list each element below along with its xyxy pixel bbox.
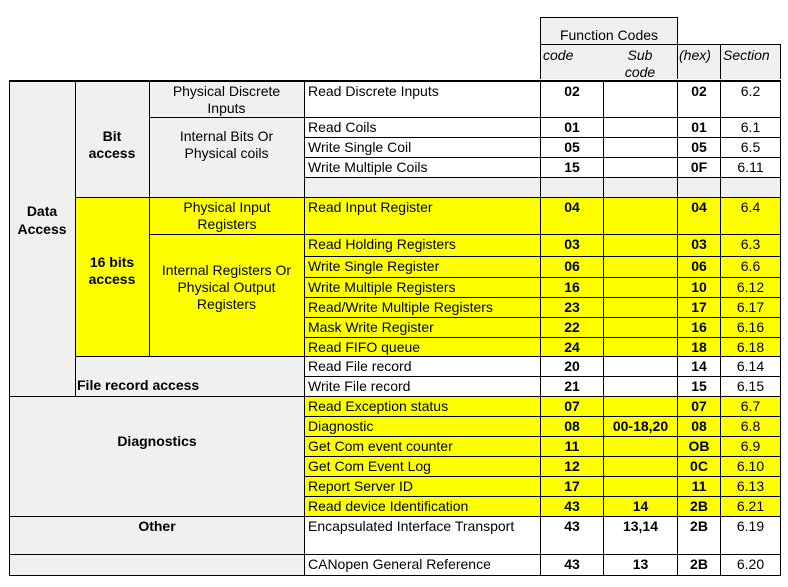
function-hex: 06 bbox=[691, 258, 707, 274]
function-name: Read FIFO queue bbox=[308, 339, 421, 355]
sub-physical-input-registers: Physical Input Registers bbox=[183, 199, 271, 232]
header-function-codes: Function Codes bbox=[559, 27, 659, 43]
grid-line bbox=[720, 44, 721, 79]
grid-line bbox=[75, 356, 781, 357]
function-name: Get Com Event Log bbox=[308, 458, 431, 474]
header-code: code bbox=[543, 47, 574, 63]
function-code: 22 bbox=[564, 319, 580, 335]
function-code: 03 bbox=[564, 236, 580, 252]
function-section: 6.12 bbox=[736, 279, 765, 295]
function-subcode: 00-18,20 bbox=[612, 418, 669, 434]
grid-line bbox=[304, 456, 781, 457]
function-hex: 14 bbox=[691, 358, 707, 374]
function-hex: 0F bbox=[690, 159, 708, 175]
grid-line bbox=[304, 436, 781, 437]
function-code: 43 bbox=[564, 556, 580, 572]
function-section: 6.21 bbox=[736, 498, 765, 514]
function-hex: 01 bbox=[691, 119, 707, 135]
grid-line bbox=[75, 197, 781, 198]
function-hex: 16 bbox=[691, 319, 707, 335]
function-code: 11 bbox=[564, 438, 580, 454]
function-code: 15 bbox=[564, 159, 580, 175]
grid-line bbox=[149, 234, 781, 235]
function-section: 6.11 bbox=[737, 159, 764, 175]
sub-internal-registers: Internal Registers Or Physical Output Registers bbox=[161, 262, 292, 312]
function-subcode: 13 bbox=[632, 556, 649, 572]
function-code: 06 bbox=[564, 258, 580, 274]
category-16-bits-access: 16 bits access bbox=[88, 254, 136, 287]
function-name: Read Coils bbox=[308, 119, 377, 135]
grid-line bbox=[304, 416, 781, 417]
header-sub-code: Sub code bbox=[624, 47, 656, 80]
function-name: Read File record bbox=[308, 358, 412, 374]
function-name: CANopen General Reference bbox=[308, 556, 491, 572]
function-code: 07 bbox=[564, 398, 580, 414]
function-name: Read device Identification bbox=[308, 498, 469, 514]
grid-line bbox=[304, 277, 781, 278]
grid-line bbox=[304, 256, 781, 257]
grid-line bbox=[304, 137, 781, 138]
function-section: 6.5 bbox=[740, 139, 761, 155]
function-code: 43 bbox=[564, 518, 580, 534]
sub-internal-bits: Internal Bits Or Physical coils bbox=[179, 128, 274, 161]
grid-line bbox=[75, 80, 76, 397]
data-access-fill bbox=[9, 82, 75, 397]
function-section: 6.17 bbox=[736, 299, 765, 315]
grid-line bbox=[304, 476, 781, 477]
function-name: Write Single Coil bbox=[308, 139, 412, 155]
function-subcode: 14 bbox=[632, 498, 649, 514]
grid-line bbox=[9, 554, 781, 555]
function-section: 6.1 bbox=[740, 119, 761, 135]
grid-line bbox=[304, 80, 305, 576]
grid-line bbox=[9, 80, 10, 576]
function-hex: 18 bbox=[691, 339, 707, 355]
function-hex: 10 bbox=[691, 279, 707, 295]
empty-row-fill bbox=[304, 177, 780, 198]
function-name: Read/Write Multiple Registers bbox=[308, 299, 493, 315]
function-name: Write File record bbox=[308, 378, 411, 394]
header-section: Section bbox=[723, 47, 770, 63]
grid-line bbox=[540, 17, 677, 18]
function-hex: 05 bbox=[691, 139, 707, 155]
grid-line bbox=[540, 44, 780, 45]
function-name: Read Input Register bbox=[308, 199, 433, 215]
function-hex: 04 bbox=[691, 199, 707, 215]
function-subcode: 13,14 bbox=[622, 518, 659, 534]
grid-line bbox=[149, 117, 781, 118]
grid-line bbox=[677, 17, 678, 79]
grid-line bbox=[149, 80, 150, 356]
grid-line bbox=[304, 376, 781, 377]
function-name: Mask Write Register bbox=[308, 319, 434, 335]
function-name: Encapsulated Interface Transport bbox=[308, 518, 515, 534]
function-name: Write Single Register bbox=[308, 258, 440, 274]
category-bit-access: Bit access bbox=[88, 128, 136, 161]
category-other: Other bbox=[138, 518, 176, 534]
function-code: 12 bbox=[564, 458, 580, 474]
function-code: 24 bbox=[564, 339, 580, 355]
function-section: 6.18 bbox=[736, 339, 765, 355]
grid-line bbox=[304, 317, 781, 318]
function-hex: 2B bbox=[690, 498, 708, 514]
function-hex: 0C bbox=[690, 458, 708, 474]
function-code: 16 bbox=[564, 279, 580, 295]
function-section: 6.8 bbox=[740, 418, 761, 434]
function-name: Report Server ID bbox=[308, 478, 414, 494]
function-hex: 03 bbox=[691, 236, 707, 252]
function-hex: 08 bbox=[691, 418, 707, 434]
grid-line bbox=[304, 496, 781, 497]
function-hex: 07 bbox=[691, 398, 707, 414]
function-section: 6.3 bbox=[740, 236, 761, 252]
function-section: 6.13 bbox=[736, 478, 765, 494]
function-code: 08 bbox=[564, 418, 580, 434]
function-section: 6.9 bbox=[740, 438, 761, 454]
function-section: 6.6 bbox=[740, 258, 761, 274]
grid-line bbox=[9, 396, 781, 397]
function-code: 01 bbox=[564, 119, 580, 135]
grid-line bbox=[304, 297, 781, 298]
function-section: 6.20 bbox=[736, 556, 765, 572]
function-code: 04 bbox=[564, 199, 580, 215]
function-section: 6.15 bbox=[736, 378, 765, 394]
grid-line bbox=[304, 337, 781, 338]
function-section: 6.10 bbox=[736, 458, 765, 474]
function-name: Write Multiple Registers bbox=[308, 279, 456, 295]
function-name: Read Exception status bbox=[308, 398, 449, 414]
grid-line bbox=[304, 157, 781, 158]
function-name: Read Discrete Inputs bbox=[308, 83, 439, 99]
grid-line bbox=[780, 44, 781, 79]
function-code: 23 bbox=[564, 299, 580, 315]
grid-line bbox=[780, 80, 781, 576]
function-section: 6.19 bbox=[736, 518, 765, 534]
function-section: 6.4 bbox=[740, 199, 761, 215]
function-hex: 15 bbox=[691, 378, 707, 394]
function-hex: 2B bbox=[690, 556, 708, 572]
function-code: 21 bbox=[564, 378, 580, 394]
function-hex: 17 bbox=[691, 299, 707, 315]
category-data-access: Data Access bbox=[17, 203, 67, 237]
header-hex: (hex) bbox=[679, 47, 711, 63]
function-section: 6.2 bbox=[740, 83, 761, 99]
function-code: 17 bbox=[564, 478, 580, 494]
function-name: Read Holding Registers bbox=[308, 236, 456, 252]
function-name: Get Com event counter bbox=[308, 438, 453, 454]
grid-line bbox=[9, 575, 781, 576]
function-name: Write Multiple Coils bbox=[308, 159, 428, 175]
function-hex: 2B bbox=[690, 518, 708, 534]
sub-physical-discrete-inputs: Physical Discrete Inputs bbox=[172, 83, 281, 116]
function-name: Diagnostic bbox=[308, 418, 374, 434]
function-code: 20 bbox=[564, 358, 580, 374]
function-hex: 11 bbox=[691, 478, 707, 494]
function-code: 43 bbox=[564, 498, 580, 514]
grid-line bbox=[304, 177, 781, 178]
function-section: 6.14 bbox=[736, 358, 765, 374]
function-code: 02 bbox=[564, 83, 580, 99]
function-section: 6.16 bbox=[736, 319, 765, 335]
diagnostics-fill bbox=[9, 397, 304, 517]
function-hex: 02 bbox=[691, 83, 707, 99]
function-hex: OB bbox=[688, 438, 710, 454]
grid-line bbox=[9, 516, 781, 517]
category-file-record-access: File record access bbox=[77, 377, 200, 393]
function-section: 6.7 bbox=[740, 398, 761, 414]
function-code: 05 bbox=[564, 139, 580, 155]
category-diagnostics: Diagnostics bbox=[117, 433, 197, 449]
